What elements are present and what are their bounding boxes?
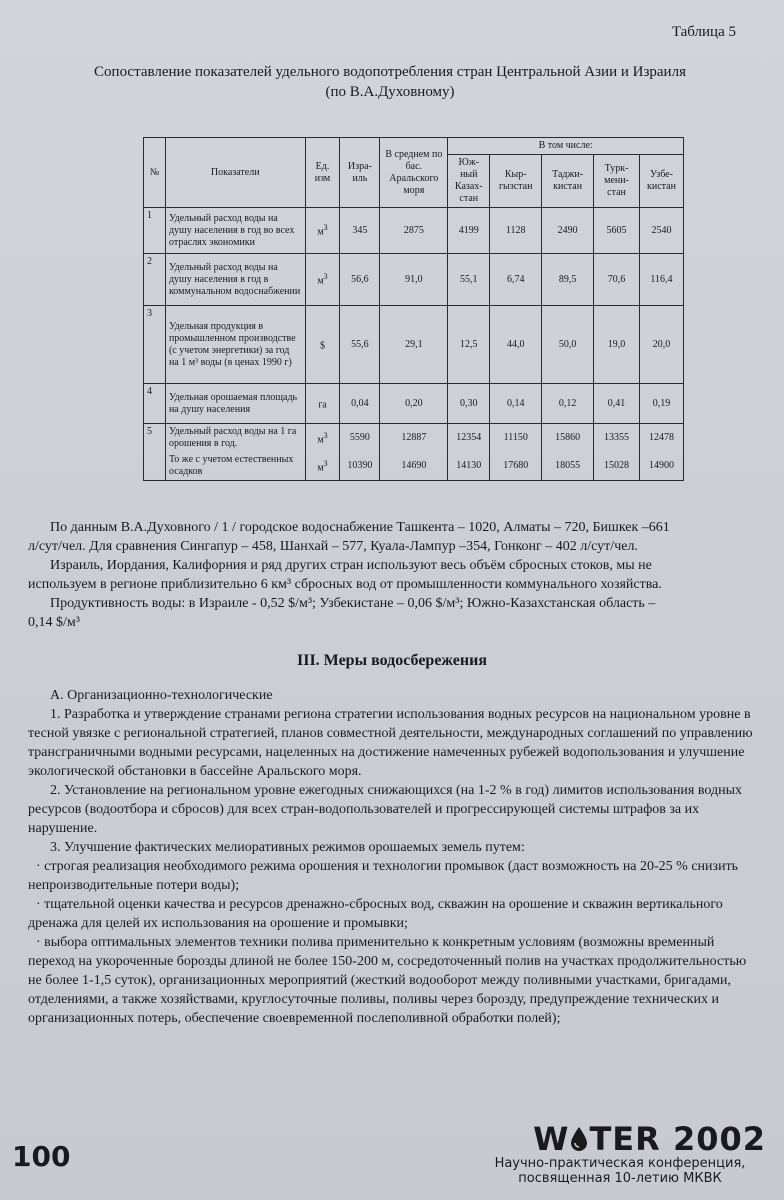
cell-aral: 91,0 bbox=[380, 254, 448, 306]
cell-uzbekistan: 12478 bbox=[639, 424, 683, 453]
list-item: 2. Установление на региональном уровне ежегодных снижающихся (на 1-2 % в год) лимитов использования водных ресурсов (водоотбора и сбросов) для всех стран-водопользователей и прогрессирующей системы штрафов за их нарушение. bbox=[28, 783, 742, 836]
conference-footer bbox=[480, 1156, 760, 1186]
paragraph-line: Израиль, Иордания, Калифорния и ряд других стран используют весь объём сбросных стоков, мы не bbox=[50, 558, 652, 573]
table-row bbox=[144, 424, 684, 453]
cell-turkmenistan: 5605 bbox=[594, 208, 640, 254]
cell-israel: 0,04 bbox=[340, 384, 380, 424]
water-drop-icon bbox=[569, 1126, 589, 1152]
cell-kyrgyzstan: 11150 bbox=[490, 424, 542, 453]
row-indicator: Удельный расход воды на 1 га орошения в год. bbox=[165, 424, 305, 453]
cell-south-kazakhstan: 12,5 bbox=[448, 306, 490, 384]
header-turkmenistan: Турк- мени- стан bbox=[594, 155, 640, 208]
cell-south-kazakhstan: 55,1 bbox=[448, 254, 490, 306]
cell-israel: 345 bbox=[340, 208, 380, 254]
comparison-table bbox=[143, 137, 684, 481]
subsection-title: А. Организационно-технологические bbox=[50, 688, 273, 703]
row-unit: $ bbox=[305, 306, 340, 384]
cell-israel: 55,6 bbox=[340, 306, 380, 384]
paragraph-line: л/сут/чел. Для сравнения Сингапур – 458, Шанхай – 577, Куала-Лампур –354, Гонконг – 402 л/сут/чел. bbox=[28, 539, 638, 554]
cell-tajikistan: 89,5 bbox=[542, 254, 594, 306]
caption-line-2: (по В.А.Духовному) bbox=[325, 84, 455, 100]
cell-turkmenistan: 0,41 bbox=[594, 384, 640, 424]
header-tajikistan: Таджи- кистан bbox=[542, 155, 594, 208]
cell-turkmenistan: 15028 bbox=[594, 452, 640, 481]
cell-aral: 2875 bbox=[380, 208, 448, 254]
cell-uzbekistan: 14900 bbox=[639, 452, 683, 481]
row-unit: га bbox=[305, 384, 340, 424]
row-indicator: Удельный расход воды на душу населения в год во всех отраслях экономики bbox=[165, 208, 305, 254]
table-header-row bbox=[144, 138, 684, 155]
cell-kyrgyzstan: 1128 bbox=[490, 208, 542, 254]
cell-israel: 5590 bbox=[340, 424, 380, 453]
header-south-kazakhstan: Юж- ный Казах- стан bbox=[448, 155, 490, 208]
bullet-item: · тщательной оценки качества и ресурсов дренажно-сбросных вод, скважин на орошение и скважин вертикального дренажа для целей их использования на орошение и промывки; bbox=[28, 897, 723, 931]
cell-uzbekistan: 116,4 bbox=[639, 254, 683, 306]
cell-tajikistan: 18055 bbox=[542, 452, 594, 481]
cell-tajikistan: 15860 bbox=[542, 424, 594, 453]
body-paragraphs bbox=[28, 518, 758, 632]
bullet-item: · выбора оптимальных элементов техники полива применительно к конкретным условиям (возможны временный переход на укороченные борозды длиной не более 150-200 м, сосредоточенный полив на участках продолжительностью не более 1-1,5 суток), организационных мероприятий (жесткий водооборот между поливными участками, бригадами, отделениями, а также хозяйствами, круглосуточные поливы, поливы через борозду, предупреждение технических и организационных потерь, обеспечение своевременной послеполивной обработки полей); bbox=[28, 935, 747, 1026]
paragraph-line: По данным В.А.Духовного / 1 / городское водоснабжение Ташкента – 1020, Алматы – 720, Бишкек –661 bbox=[50, 520, 670, 535]
cell-tajikistan: 2490 bbox=[542, 208, 594, 254]
header-aral-average: В среднем по бас. Аральского моря bbox=[380, 138, 448, 208]
header-israel: Изра- иль bbox=[340, 138, 380, 208]
row-unit: $м^3$ bbox=[305, 424, 340, 453]
list-item: 3. Улучшение фактических мелиоративных режимов орошаемых земель путем: bbox=[50, 840, 525, 855]
cell-south-kazakhstan: 12354 bbox=[448, 424, 490, 453]
cell-aral: 12887 bbox=[380, 424, 448, 453]
table-row bbox=[144, 254, 684, 306]
caption-line-1: Сопоставление показателей удельного водопотребления стран Центральной Азии и Израиля bbox=[94, 64, 686, 80]
cell-turkmenistan: 70,6 bbox=[594, 254, 640, 306]
paragraph-line: 0,14 $/м³ bbox=[28, 615, 80, 630]
cell-israel: 10390 bbox=[340, 452, 380, 481]
cell-tajikistan: 0,12 bbox=[542, 384, 594, 424]
row-number: 5 bbox=[144, 424, 166, 481]
table-row bbox=[144, 452, 684, 481]
cell-kyrgyzstan: 6,74 bbox=[490, 254, 542, 306]
header-including: В том числе: bbox=[448, 138, 684, 155]
cell-south-kazakhstan: 4199 bbox=[448, 208, 490, 254]
row-unit: $м^3$ bbox=[305, 208, 340, 254]
cell-uzbekistan: 0,19 bbox=[639, 384, 683, 424]
table-row bbox=[144, 306, 684, 384]
table-caption bbox=[40, 62, 740, 102]
paragraph-line: используем в регионе приблизительно 6 км³ сбросных вод от промышленности коммунального хозяйства. bbox=[28, 577, 662, 592]
row-number: 4 bbox=[144, 384, 166, 424]
table-number-label: Таблица 5 bbox=[671, 24, 736, 40]
cell-turkmenistan: 13355 bbox=[594, 424, 640, 453]
row-unit: $м^3$ bbox=[305, 254, 340, 306]
header-unit: Ед. изм bbox=[305, 138, 340, 208]
conference-line-2: посвященная 10-летию МКВК bbox=[518, 1171, 722, 1186]
measures-section bbox=[28, 686, 758, 1028]
cell-kyrgyzstan: 17680 bbox=[490, 452, 542, 481]
cell-south-kazakhstan: 0,30 bbox=[448, 384, 490, 424]
logo-letter-w: W bbox=[533, 1120, 570, 1158]
row-indicator: Удельная продукция в промышленном производстве (с учетом энергетики) за год на 1 м³ воды (в ценах 1990 г) bbox=[165, 306, 305, 384]
cell-aral: 14690 bbox=[380, 452, 448, 481]
cell-israel: 56,6 bbox=[340, 254, 380, 306]
row-number: 3 bbox=[144, 306, 166, 384]
header-indicator: Показатели bbox=[165, 138, 305, 208]
logo-text: TER 2002 bbox=[589, 1120, 766, 1158]
cell-uzbekistan: 2540 bbox=[639, 208, 683, 254]
bullet-item: · строгая реализация необходимого режима орошения и технологии промывок (даст возможность на 20-25 % снизить непроизводительные потери воды); bbox=[28, 859, 739, 893]
cell-uzbekistan: 20,0 bbox=[639, 306, 683, 384]
header-uzbekistan: Узбе- кистан bbox=[639, 155, 683, 208]
header-number: № bbox=[144, 138, 166, 208]
cell-kyrgyzstan: 0,14 bbox=[490, 384, 542, 424]
water-2002-logo bbox=[533, 1120, 766, 1158]
conference-line-1: Научно-практическая конференция, bbox=[494, 1156, 746, 1171]
row-indicator: То же с учетом естественных осадков bbox=[165, 452, 305, 481]
page-number: 100 bbox=[12, 1140, 71, 1173]
cell-south-kazakhstan: 14130 bbox=[448, 452, 490, 481]
row-indicator: Удельная орошаемая площадь на душу населения bbox=[165, 384, 305, 424]
table-row bbox=[144, 384, 684, 424]
table-row bbox=[144, 208, 684, 254]
header-kyrgyzstan: Кыр- гызстан bbox=[490, 155, 542, 208]
cell-aral: 29,1 bbox=[380, 306, 448, 384]
row-indicator: Удельный расход воды на душу населения в год в коммунальном водоснабжении bbox=[165, 254, 305, 306]
list-item: 1. Разработка и утверждение странами региона стратегии использования водных ресурсов на национальном уровне в тесной увязке с региональной стратегией, планов совместной деятельности, международных соглашений по управлению трансграничными водными ресурсами, нацеленных на достижение намеченных рубежей водопользования и улучшение экологической обстановки в бассейне Аральского моря. bbox=[28, 707, 753, 779]
paragraph-line: Продуктивность воды: в Израиле - 0,52 $/м³; Узбекистане – 0,06 $/м³; Южно-Казахстанская область – bbox=[50, 596, 656, 611]
cell-kyrgyzstan: 44,0 bbox=[490, 306, 542, 384]
row-number: 2 bbox=[144, 254, 166, 306]
row-unit: $м^3$ bbox=[305, 452, 340, 481]
cell-tajikistan: 50,0 bbox=[542, 306, 594, 384]
row-number: 1 bbox=[144, 208, 166, 254]
cell-turkmenistan: 19,0 bbox=[594, 306, 640, 384]
section-heading: III. Меры водосбережения bbox=[297, 652, 487, 669]
cell-aral: 0,20 bbox=[380, 384, 448, 424]
